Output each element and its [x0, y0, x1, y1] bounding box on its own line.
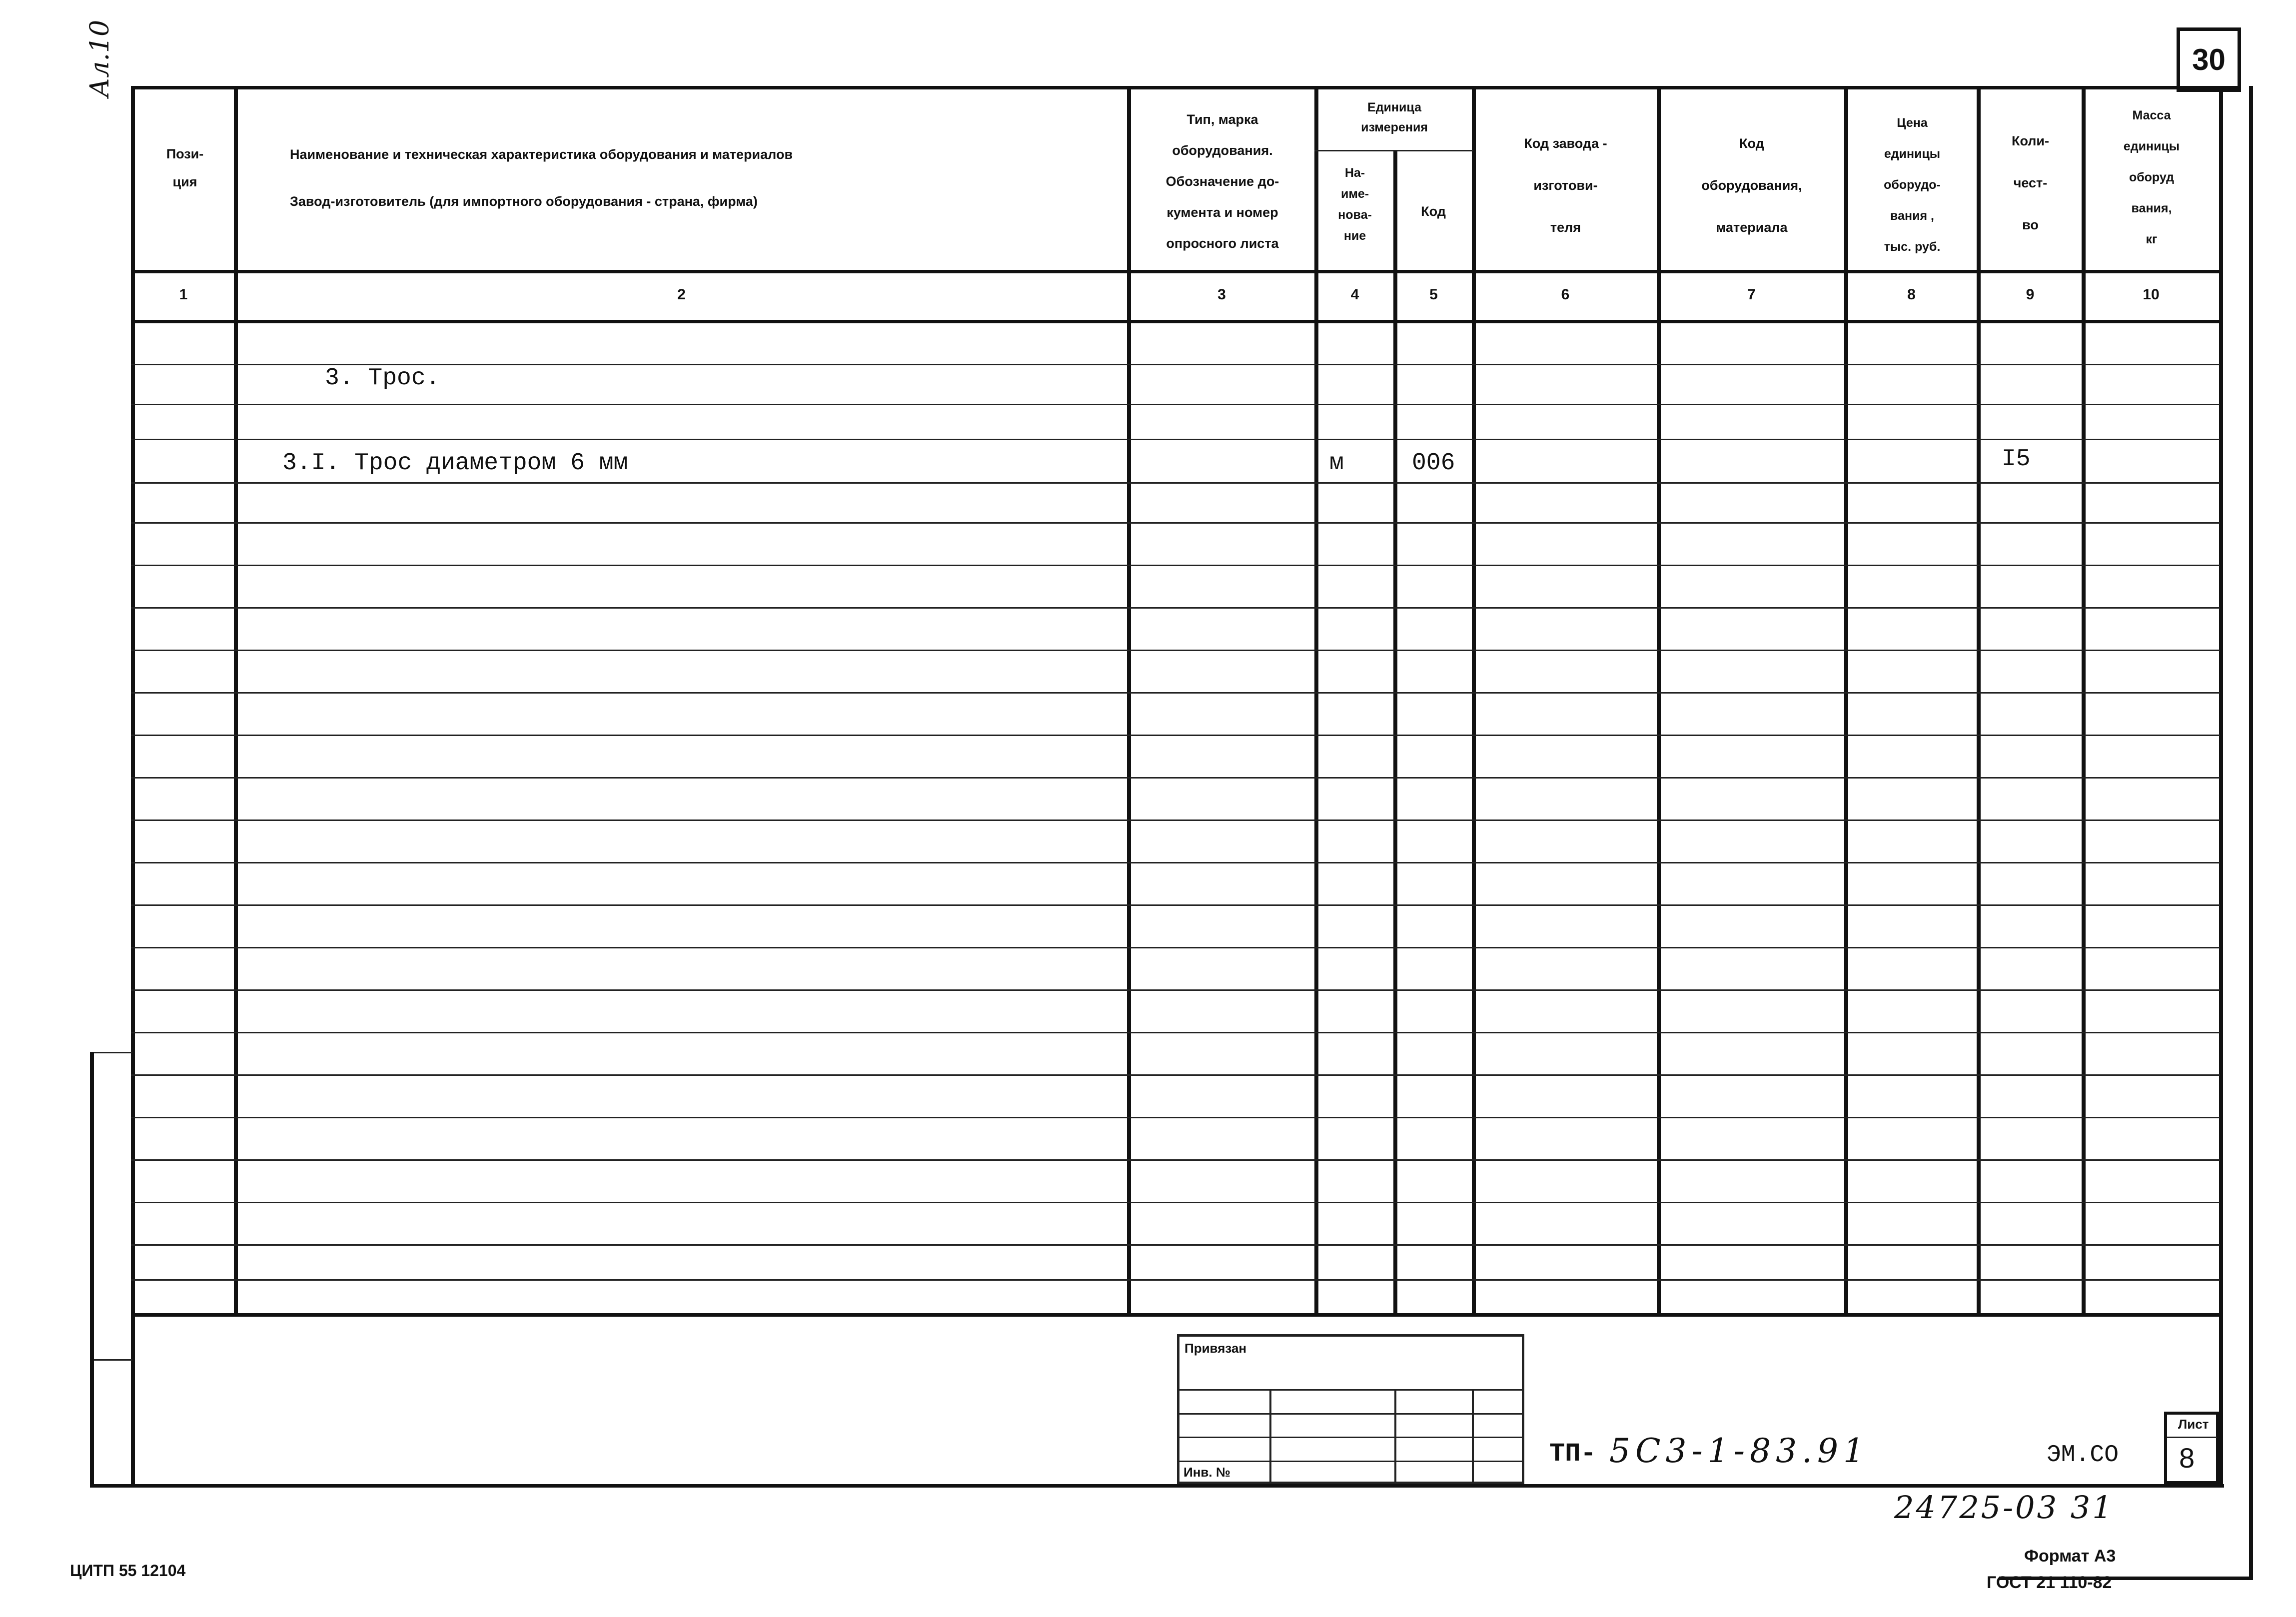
col-line-7: [1844, 86, 1848, 1315]
row-line: [131, 904, 2220, 906]
side-note: Ал.10: [85, 19, 115, 97]
header-bottom-line: [131, 270, 2220, 273]
header-plant-code: Код завода - изготови- теля: [1524, 136, 1607, 235]
row-line: [131, 1202, 2220, 1203]
row-line: [131, 1074, 2220, 1076]
row-line: [131, 735, 2220, 736]
row-item-unit-code: 006: [1412, 450, 1455, 477]
frame-bottom: [90, 1484, 2224, 1488]
col-number-5: 5: [1429, 286, 1438, 303]
row-line: [131, 777, 2220, 779]
header-type: Тип, марка оборудования. Обозначение до- кумента и номер опросного листа: [1165, 112, 1279, 251]
footer-format: Формат А3: [2024, 1547, 2116, 1566]
header-price: Цена единицы оборудо- вания , тыс. руб.: [1884, 116, 1941, 254]
stamp-vline: [1472, 1389, 1474, 1484]
binding-strip-left: [90, 1052, 94, 1484]
col-number-8: 8: [1907, 286, 1916, 303]
row-line: [131, 1159, 2220, 1161]
sheet-number: 8: [2179, 1442, 2195, 1474]
unit-subheader-line: [1314, 150, 1473, 151]
header-equipment-code: Код оборудования, материала: [1701, 136, 1802, 235]
header-unit-group: Единица измерения: [1361, 100, 1428, 134]
col-line-4: [1393, 150, 1397, 1317]
stamp-inv-label: Инв. №: [1183, 1465, 1230, 1480]
header-unit-name: На- име- нова- ние: [1338, 166, 1372, 243]
row-line: [131, 1117, 2220, 1118]
col-number-10: 10: [2143, 286, 2160, 303]
doc-code-prefix: ТП-: [1549, 1439, 1596, 1469]
binding-strip-mid: [90, 1359, 132, 1361]
footer-gost: ГОСТ 21 110-82: [1987, 1573, 2112, 1592]
row-line: [131, 607, 2220, 609]
header-unit-code: Код: [1421, 204, 1446, 219]
header-position: Пози- ция: [166, 146, 204, 189]
page-number: 30: [2192, 43, 2226, 76]
frame-top: [131, 86, 2238, 89]
stamp-vline: [1269, 1389, 1271, 1484]
row-item-quantity: I5: [2002, 446, 2031, 473]
col-number-4: 4: [1350, 286, 1359, 303]
col-number-1: 1: [179, 286, 188, 303]
row-item-name: 3.I. Трос диаметром 6 мм: [282, 450, 628, 477]
row-line: [131, 404, 2220, 405]
binding-strip-top: [90, 1052, 132, 1053]
row-section-title: 3. Трос.: [325, 365, 440, 392]
row-line: [131, 650, 2220, 651]
stamp-vline: [1394, 1389, 1396, 1484]
page-number-box: [2177, 27, 2241, 92]
header-mass: Масса единицы оборуд вания, кг: [2123, 108, 2180, 246]
row-line: [131, 862, 2220, 863]
frame-right-outer: [2249, 86, 2253, 1580]
colnum-bottom-line: [131, 320, 2220, 323]
row-line: [131, 1279, 2220, 1281]
row-item-unit: м: [1329, 450, 1344, 477]
footer-left-code: ЦИТП 55 12104: [70, 1562, 186, 1580]
doc-code-handwritten: 5С3-1-83.91: [1609, 1432, 1870, 1470]
row-line: [131, 819, 2220, 821]
header-quantity: Коли- чест- во: [2011, 133, 2050, 232]
col-line-5: [1472, 86, 1476, 1315]
row-line: [131, 364, 2220, 365]
row-line: [131, 565, 2220, 566]
col-line-3: [1314, 86, 1318, 1315]
row-line: [131, 439, 2220, 440]
col-line-2: [1127, 86, 1131, 1315]
stamp-block: [1177, 1334, 1524, 1484]
col-number-9: 9: [2026, 286, 2035, 303]
stamp-bound-label: Привязан: [1184, 1341, 1247, 1356]
sheet-box-line: [2167, 1437, 2217, 1438]
col-number-2: 2: [677, 286, 686, 303]
frame-right-inner: [2219, 86, 2223, 1485]
header-name: Наименование и техническая характеристика оборудования и материалов Завод-изготовитель (для импортного оборудования - страна, фирма): [290, 147, 793, 209]
sheet-label: Лист: [2178, 1417, 2209, 1432]
row-line: [131, 1032, 2220, 1033]
col-line-8: [1977, 86, 1981, 1315]
col-line-1: [234, 86, 238, 1315]
col-line-9: [2082, 86, 2086, 1315]
table-bottom-line: [131, 1313, 2220, 1317]
row-line: [131, 947, 2220, 948]
col-number-7: 7: [1747, 286, 1756, 303]
doc-suffix: ЭМ.СО: [2047, 1442, 2119, 1469]
sheet-box: [2164, 1412, 2219, 1484]
col-number-3: 3: [1217, 286, 1226, 303]
row-line: [131, 522, 2220, 524]
row-line: [131, 482, 2220, 484]
col-number-6: 6: [1561, 286, 1570, 303]
handwritten-number: 24725-03 31: [1894, 1489, 2114, 1526]
row-line: [131, 1244, 2220, 1246]
col-line-6: [1657, 86, 1661, 1315]
row-line: [131, 989, 2220, 991]
row-line: [131, 692, 2220, 694]
